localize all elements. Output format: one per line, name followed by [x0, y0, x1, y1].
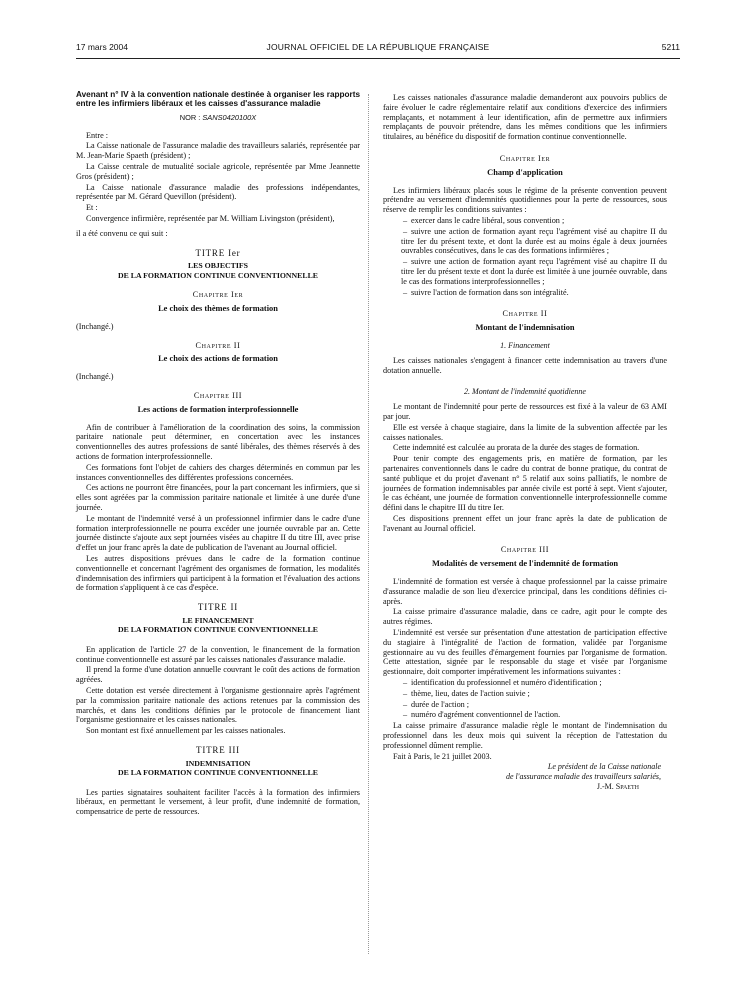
t1-chapitre-1-inchange: (Inchangé.): [76, 321, 114, 331]
titre-1-subheading: LES OBJECTIFS DE LA FORMATION CONTINUE CONVENTIONNELLE: [117, 261, 318, 280]
document-title: Avenant n° IV à la convention nationale destinée à organiser les rapports entre les infirmiers libéraux et les caisses d'assurance maladie: [76, 90, 360, 109]
versement-paragraph-2: La caisse primaire d'assurance maladie, dans ce cadre, agit pour le compte des autres régimes.: [383, 607, 667, 627]
party-canam: La Caisse nationale d'assurance maladie des professions indépendantes, représentée par M. Gérard Quevillon (président).: [76, 182, 360, 202]
condition-item-2: – suivre une action de formation ayant reçu l'agrément visé au chapitre II du titre Ier du présent texte, et dont la durée est au moins égale à deux journées ouvrables consécutives, dans le cas des formations infirmières ;: [383, 227, 667, 256]
titre-3-heading: TITRE III: [196, 744, 240, 755]
t3-chapitre-1-heading: Chapitre Ier: [499, 153, 551, 163]
subsection-montant: 2. Montant de l'indemnité quotidienne: [464, 387, 586, 397]
party-cnamts: La Caisse nationale de l'assurance maladie des travailleurs salariés, représentée par M. Jean-Marie Spaeth (président) ;: [76, 141, 360, 161]
info-item-3: – durée de l'action ;: [383, 700, 667, 710]
t1-chapitre-3-heading: Chapitre III: [193, 390, 243, 400]
financement-paragraph: Les caisses nationales s'engagent à financer cette indemnisation au travers d'une dotation annuelle.: [383, 355, 667, 375]
titre-2-heading: TITRE II: [197, 602, 239, 613]
t1-chapitre-1-title: Le choix des thèmes de formation: [158, 303, 278, 313]
titre-3-subheading: INDEMNISATION DE LA FORMATION CONTINUE CONVENTIONNELLE: [117, 758, 318, 778]
party-ccmsa: La Caisse centrale de mutualité sociale agricole, représentée par Mme Jeannette Gros (président) ;: [76, 162, 360, 181]
condition-item-4: – suivre l'action de formation dans son intégralité.: [383, 288, 667, 298]
header-rule: [76, 58, 680, 59]
condition-item-1: – exercer dans le cadre libéral, sous convention ;: [383, 216, 667, 226]
page-header: [76, 42, 680, 54]
montant-paragraph-5: Ces dispositions prennent effet un jour franc après la date de publication de l'avenant au Journal officiel.: [383, 513, 667, 533]
t3c1-paragraph-1: Les infirmiers libéraux placés sous le régime de la présente convention peuvent prétendre au versement d'indemnités quotidiennes pour la perte de ressources, sous réserve de remplir les conditions suivantes :: [383, 185, 667, 215]
versement-paragraph-3: L'indemnité est versée sur présentation d'une attestation de participation effective du stagiaire à l'intégralité de l'action de formation, validée par l'organisme gestionnaire au vu des feuilles d'émargement fournies par l'organisme de formation. Cette attestation, signée par le responsable du stage et visée par l'organisme gestionnaire, doit comporter impérativement les informations suivantes :: [383, 628, 667, 677]
signatory-name: J.-M. Spaeth: [596, 781, 639, 791]
versement-paragraph-4: La caisse primaire d'assurance maladie règle le montant de l'indemnisation du professionnel dans les deux mois qui suivent la réception de l'attestation du professionnel dûment remplie.: [383, 721, 667, 750]
montant-paragraph-3: Cette indemnité est calculée au prorata de la durée des stages de formation.: [393, 443, 640, 453]
party-convergence: Convergence infirmière, représentée par M. William Livingston (président),: [86, 213, 335, 223]
column-divider: [368, 94, 369, 954]
t3-chapitre-3-heading: Chapitre III: [500, 545, 550, 555]
right-column: [383, 93, 667, 791]
condition-item-3: – suivre une action de formation ayant reçu l'agrément visé au chapitre II du titre Ier du présent texte et dont la durée est limitée à une journée ouvrable, dans le cas des formations interprofessionnelles ;: [383, 257, 667, 286]
t2-paragraph-3: Cette dotation est versée directement à l'organisme gestionnaire après l'agrément par la commission paritaire nationale des actions retenues par la commission des marchés, et dans les conditions définies par le protocole de financement liant l'organisme gestionnaire et les caisses nationales.: [76, 685, 360, 725]
nor-code: SANS0420100X: [202, 112, 257, 122]
t1-chapitre-2-inchange: (Inchangé.): [76, 372, 114, 382]
t3-chapitre-2-title: Montant de l'indemnisation: [475, 323, 575, 333]
nor-reference: [76, 113, 360, 123]
t2-paragraph-4: Son montant est fixé annuellement par les caisses nationales.: [86, 726, 286, 736]
left-column: [76, 90, 360, 818]
et-label: Et :: [86, 203, 98, 213]
t2-paragraph-2: Il prend la forme d'une dotation annuelle couvrant le coût des actions de formation agréées.: [76, 665, 360, 685]
entre-label: Entre :: [86, 130, 109, 140]
signature-title-line-1: Le président de la Caisse nationale: [547, 762, 661, 772]
info-item-2: – thème, lieu, dates de l'action suivie ;: [383, 689, 667, 699]
t1c3-paragraph-3: Ces actions ne pourront être financées, pour la part concernant les infirmiers, que si elles sont agréées par la commission paritaire nationale et limitée à une durée d'une journée.: [76, 483, 360, 512]
info-item-1: – identification du professionnel et numéro d'identification ;: [383, 678, 667, 688]
montant-paragraph-4: Pour tenir compte des engagements pris, en matière de formation, par les partenaires conventionnels dans le cadre du contrat de bonne pratique, du contrat de santé publique et du projet d'avenant n° 5 relatif aux soins palliatifs, le nombre de journées de formation indemnisables par année civile est porté à sept. Vient s'ajouter, le cas échéant, une journée de formation conventionnelle interprofessionnelle comme défini dans le chapitre III du titre Ier.: [383, 454, 667, 513]
t1c3-paragraph-5: Les autres dispositions prévues dans le cadre de la formation continue conventionnelle et concernant l'agrément des organismes de formation, les modalités d'indemnisation des infirmiers qui participent à la formation et l'évaluation des actions de formation s'appliquent à ce cas d'espèce.: [76, 553, 360, 593]
header-journal-title: JOURNAL OFFICIEL DE LA RÉPUBLIQUE FRANÇAISE: [266, 42, 490, 52]
t1-chapitre-3-title: Les actions de formation interprofessionnelle: [137, 404, 299, 414]
t3-chapitre-2-heading: Chapitre II: [502, 309, 548, 319]
t2-paragraph-1: En application de l'article 27 de la convention, le financement de la formation continue conventionnelle est assuré par les caisses nationales d'assurance maladie.: [76, 644, 360, 664]
signature-title-line-2: de l'assurance maladie des travailleurs salariés,: [505, 772, 661, 782]
t3-chapitre-1-title: Champ d'application: [487, 167, 563, 177]
t1c3-paragraph-1: Afin de contribuer à l'amélioration de la coordination des soins, la commission paritaire nationale peut déterminer, en concertation avec les instances conventionnelles des autres professions de santé libérales, des thèmes réservés à des actions de formation interprofessionnelle.: [76, 422, 360, 461]
nor-label: NOR :: [179, 112, 201, 122]
header-date: 17 mars 2004: [76, 42, 128, 52]
t3-chapitre-3-title: Modalités de versement de l'indemnité de formation: [431, 559, 619, 569]
montant-paragraph-1: Le montant de l'indemnité pour perte de ressources est fixé à la valeur de 63 AMI par jour.: [383, 402, 667, 421]
signature-date-line: Fait à Paris, le 21 juillet 2003.: [393, 751, 492, 761]
titre-1-heading: TITRE Ier: [195, 247, 241, 258]
titre-2-subheading: LE FINANCEMENT DE LA FORMATION CONTINUE CONVENTIONNELLE: [117, 615, 318, 635]
t1-chapitre-1-heading: Chapitre Ier: [192, 290, 244, 300]
t1c3-paragraph-2: Ces formations font l'objet de cahiers des charges déterminés en commun par les instances conventionnelles des différentes professions concernées.: [76, 462, 360, 482]
info-item-4: – numéro d'agrément conventionnel de l'action.: [383, 710, 667, 720]
subsection-financement: 1. Financement: [500, 340, 550, 350]
t1-chapitre-2-title: Le choix des actions de formation: [158, 354, 278, 364]
versement-paragraph-1: L'indemnité de formation est versée à chaque professionnel par la caisse primaire d'assurance maladie de son lieu d'exercice principal, dans les conditions définies ci-après.: [383, 577, 667, 606]
t1-chapitre-2-heading: Chapitre II: [195, 340, 241, 350]
convenu-line: il a été convenu ce qui suit :: [76, 228, 168, 238]
header-page-number: 5211: [661, 42, 680, 52]
t3-paragraph-1: Les parties signataires souhaitent faciliter l'accès à la formation des infirmiers libéraux, en permettant le versement, à leur profit, d'une indemnité de formation, compensatrice de perte de ressources.: [76, 787, 360, 817]
t1c3-paragraph-4: Le montant de l'indemnité versé à un professionnel infirmier dans le cadre d'une formation interprofessionnelle ne pourra excéder une journée ouvrable par an. Cette journée distincte s'ajoute aux sept journées visées au chapitre II du titre III, avec prise d'effet un jour franc après la date de publication de l'avenant au Journal officiel.: [76, 513, 360, 553]
montant-paragraph-2: Elle est versée à chaque stagiaire, dans la limite de la subvention affectée par les caisses nationales.: [383, 422, 667, 442]
t3-paragraph-2: Les caisses nationales d'assurance maladie demanderont aux pouvoirs publics de faire évoluer le cadre réglementaire relatif aux conditions d'exercice des infirmiers remplaçants, et notamment à leur identification, afin de permettre aux infirmiers remplaçants de pouvoir prétendre, dans les mêmes conditions que les infirmiers titulaires, au bénéfice du dispositif de formation continue conventionnelle.: [383, 93, 667, 142]
